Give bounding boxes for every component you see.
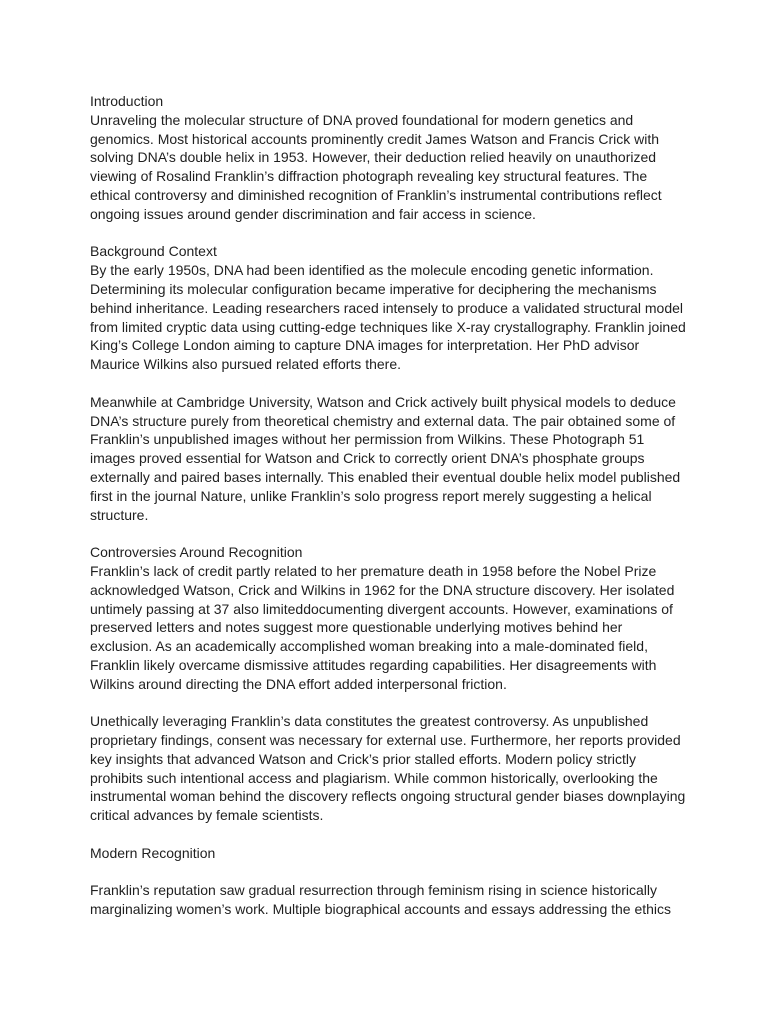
- paragraph-block: [90, 712, 686, 825]
- paragraph: Franklin’s lack of credit partly related to her premature death in 1958 before the Nobel Prize acknowledged Watson, Crick and Wilkins in 1962 for the DNA structure discovery. Her isolated untimely passing at 37 also limiteddocumenting divergent accounts. However, examinations of preserved letters and notes suggest more questionable underlying motives behind her exclusion. As an academically accomplished woman breaking into a male-dominated field, Franklin likely overcame dismissive attitudes regarding capabilities. Her disagreements with Wilkins around directing the DNA effort added interpersonal friction.: [90, 562, 675, 692]
- paragraph-block: [90, 881, 686, 919]
- section-heading: Modern Recognition: [90, 844, 216, 861]
- section-controversies: [90, 543, 686, 693]
- paragraph: Unethically leveraging Franklin’s data constitutes the greatest controversy. As unpublished proprietary findings, consent was necessary for external use. Furthermore, her reports provided key insights that advanced Watson and Crick’s prior stalled efforts. Modern policy strictly prohibits such intentional access and plagiarism. While common historically, overlooking the instrumental woman behind the discovery reflects ongoing structural gender biases downplaying critical advances by female scientists.: [90, 713, 686, 824]
- section-heading: Controversies Around Recognition: [90, 544, 303, 561]
- section-introduction: [90, 92, 686, 224]
- paragraph: Meanwhile at Cambridge University, Watson and Crick actively built physical models to deduce DNA’s structure purely from theoretical chemistry and external data. The pair obtained some of Franklin’s unpublished images without her permission from Wilkins. These Photograph 51 images proved essential for Watson and Crick to correctly orient DNA’s phosphate groups externally and paired bases internally. This enabled their eventual double helix model published first in the journal Nature, unlike Franklin’s solo progress report merely suggesting a helical structure.: [90, 393, 681, 523]
- paragraph: Unraveling the molecular structure of DNA proved foundational for modern genetics and genomics. Most historical accounts prominently credit James Watson and Francis Crick with solving DNA’s double helix in 1953. However, their deduction relied heavily on unauthorized viewing of Rosalind Franklin’s diffraction photograph revealing key structural features. The ethical controversy and diminished recognition of Franklin’s instrumental contributions reflect ongoing issues around gender discrimination and fair access in science.: [90, 111, 662, 222]
- paragraph: By the early 1950s, DNA had been identified as the molecule encoding genetic information. Determining its molecular configuration became imperative for deciphering the mechanisms behind inheritance. Leading researchers raced intensely to produce a validated structural model from limited cryptic data using cutting-edge techniques like X-ray crystallography. Franklin joined King’s College London aiming to capture DNA images for interpretation. Her PhD advisor Maurice Wilkins also pursued related efforts there.: [90, 262, 686, 373]
- document-page: [90, 92, 686, 938]
- section-heading: Introduction: [90, 93, 164, 109]
- paragraph-block: [90, 393, 686, 525]
- section-modern-recognition: [90, 844, 686, 863]
- section-background-context: [90, 242, 686, 374]
- paragraph: Franklin’s reputation saw gradual resurrection through feminism rising in science historically marginalizing women’s work. Multiple biographical accounts and essays addressing the ethics: [90, 882, 672, 918]
- section-heading: Background Context: [90, 243, 217, 260]
